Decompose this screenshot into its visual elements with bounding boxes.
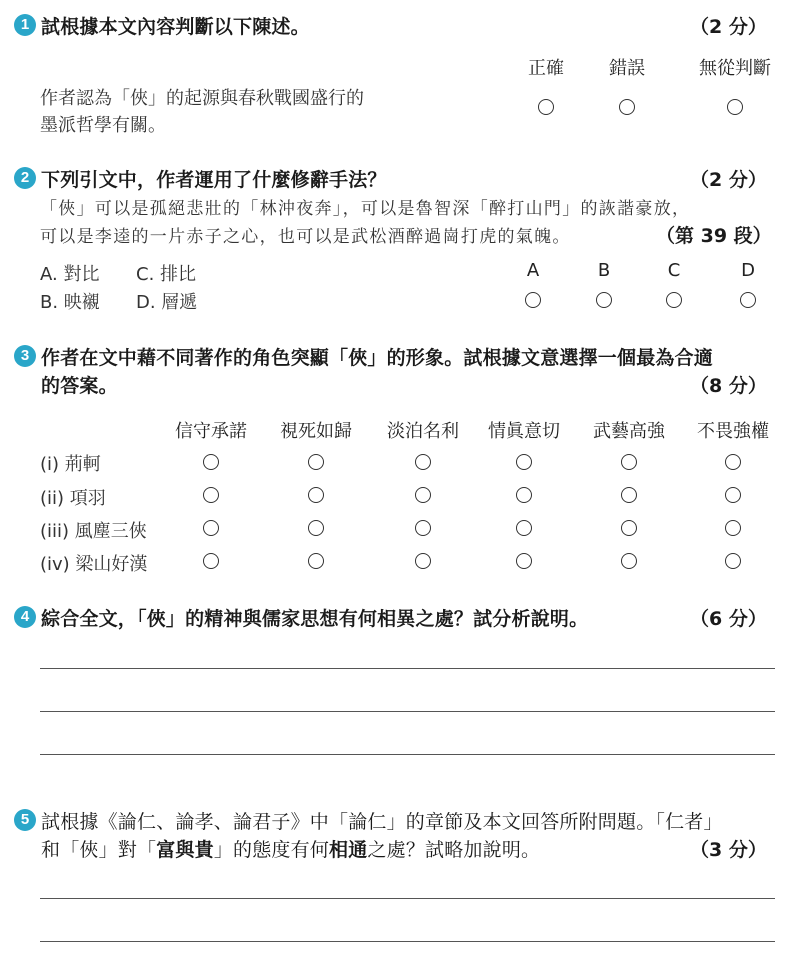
question-5-text-line-2 <box>41 835 540 862</box>
q5-answer-line-1[interactable] <box>40 898 775 899</box>
question-4-text: 綜合全文，「俠」的精神與儒家思想有何相異之處？試分析說明。 <box>41 608 589 630</box>
q5-line2-part-e: 之處？試略加說明。 <box>367 839 541 861</box>
q5-line2-part-c: 」的態度有何 <box>213 839 330 861</box>
question-5-score: （3 分） <box>690 839 767 861</box>
q3-radio-r2-c6[interactable] <box>725 487 741 503</box>
q2-quote-line-1: 「俠」可以是孤絕悲壯的「林沖夜奔」，可以是魯智深「醉打山門」的詼諧豪放， <box>40 199 691 219</box>
q2-option-b: B. 映襯 <box>40 292 100 313</box>
q3-row-label-4: (iv) 梁山好漢 <box>40 554 148 575</box>
q3-row-label-1: (i) 荊軻 <box>40 454 101 475</box>
question-number-4: 4 <box>14 606 36 628</box>
q3-col-martial-skill: 武藝高強 <box>593 421 665 442</box>
q3-radio-r2-c1[interactable] <box>203 487 219 503</box>
q2-radio-b[interactable] <box>596 292 612 308</box>
q3-col-indifferent-fame: 淡泊名利 <box>387 421 459 442</box>
q5-emphasis-common: 相通 <box>329 839 368 861</box>
q1-radio-wrong[interactable] <box>619 99 635 115</box>
q3-radio-r3-c4[interactable] <box>516 520 532 536</box>
q3-col-sincere-emotion: 情眞意切 <box>488 421 560 442</box>
q2-col-c: C <box>667 260 681 281</box>
question-number-3: 3 <box>14 345 36 367</box>
question-number-1: 1 <box>14 14 36 36</box>
q1-col-correct: 正確 <box>528 58 564 79</box>
q2-option-c: C. 排比 <box>136 264 197 285</box>
question-3-text-line-1: 作者在文中藉不同著作的角色突顯「俠」的形象。試根據文意選擇一個最為合適 <box>41 347 714 369</box>
question-4-score: （6 分） <box>690 608 767 630</box>
q3-col-keep-promise: 信守承諾 <box>175 421 247 442</box>
q3-radio-r4-c3[interactable] <box>415 553 431 569</box>
q4-answer-line-1[interactable] <box>40 668 775 669</box>
q3-radio-r3-c2[interactable] <box>308 520 324 536</box>
q3-radio-r3-c1[interactable] <box>203 520 219 536</box>
q1-statement-line-2: 墨派哲學有關。 <box>40 115 166 136</box>
q1-radio-undetermined[interactable] <box>727 99 743 115</box>
q2-quote-reference: （第 39 段） <box>656 225 772 247</box>
question-5-text-line-1: 試根據《論仁、論孝、論君子》中「論仁」的章節及本文回答所附問題。「仁者」 <box>41 811 723 833</box>
q2-quote-line-2: 可以是李逵的一片赤子之心，也可以是武松酒醉過崗打虎的氣魄。 <box>40 227 571 247</box>
q3-radio-r3-c5[interactable] <box>621 520 637 536</box>
q2-radio-c[interactable] <box>666 292 682 308</box>
q2-radio-a[interactable] <box>525 292 541 308</box>
q3-radio-r1-c6[interactable] <box>725 454 741 470</box>
q3-radio-r4-c6[interactable] <box>725 553 741 569</box>
question-3-text-line-2: 的答案。 <box>41 375 118 397</box>
q1-col-undetermined: 無從判斷 <box>699 58 771 79</box>
q5-line2-part-a: 和「俠」對「 <box>41 839 157 861</box>
q1-statement-line-1: 作者認為「俠」的起源與春秋戰國盛行的 <box>40 88 364 109</box>
q3-radio-r1-c5[interactable] <box>621 454 637 470</box>
q3-col-fearless-death: 視死如歸 <box>280 421 352 442</box>
q3-radio-r1-c1[interactable] <box>203 454 219 470</box>
q3-row-label-3: (iii) 風塵三俠 <box>40 521 147 542</box>
question-1-text: 試根據本文內容判斷以下陳述。 <box>41 16 310 38</box>
q3-radio-r3-c3[interactable] <box>415 520 431 536</box>
q3-radio-r4-c1[interactable] <box>203 553 219 569</box>
question-1-score: （2 分） <box>690 16 767 38</box>
q1-col-wrong: 錯誤 <box>609 58 645 79</box>
question-number-2: 2 <box>14 167 36 189</box>
q3-radio-r4-c2[interactable] <box>308 553 324 569</box>
q3-radio-r1-c3[interactable] <box>415 454 431 470</box>
q1-radio-correct[interactable] <box>538 99 554 115</box>
question-number-5: 5 <box>14 809 36 831</box>
question-3-score: （8 分） <box>690 375 767 397</box>
question-2-score: （2 分） <box>690 169 767 191</box>
q2-col-b: B <box>597 260 611 281</box>
q5-emphasis-wealth: 富與貴 <box>156 839 214 861</box>
question-2-text: 下列引文中，作者運用了什麼修辭手法？ <box>41 169 387 191</box>
q3-col-defy-power: 不畏強權 <box>697 421 769 442</box>
q4-answer-line-2[interactable] <box>40 711 775 712</box>
q3-row-label-2: (ii) 項羽 <box>40 488 106 509</box>
q2-col-a: A <box>526 260 540 281</box>
q2-option-d: D. 層遞 <box>136 292 198 313</box>
q3-radio-r1-c4[interactable] <box>516 454 532 470</box>
q3-radio-r2-c4[interactable] <box>516 487 532 503</box>
q2-col-d: D <box>741 260 755 281</box>
q3-radio-r2-c2[interactable] <box>308 487 324 503</box>
q5-answer-line-2[interactable] <box>40 941 775 942</box>
q2-radio-d[interactable] <box>740 292 756 308</box>
q4-answer-line-3[interactable] <box>40 754 775 755</box>
q3-radio-r3-c6[interactable] <box>725 520 741 536</box>
q3-radio-r4-c5[interactable] <box>621 553 637 569</box>
q3-radio-r2-c5[interactable] <box>621 487 637 503</box>
q3-radio-r1-c2[interactable] <box>308 454 324 470</box>
q2-option-a: A. 對比 <box>40 264 100 285</box>
q3-radio-r2-c3[interactable] <box>415 487 431 503</box>
q3-radio-r4-c4[interactable] <box>516 553 532 569</box>
